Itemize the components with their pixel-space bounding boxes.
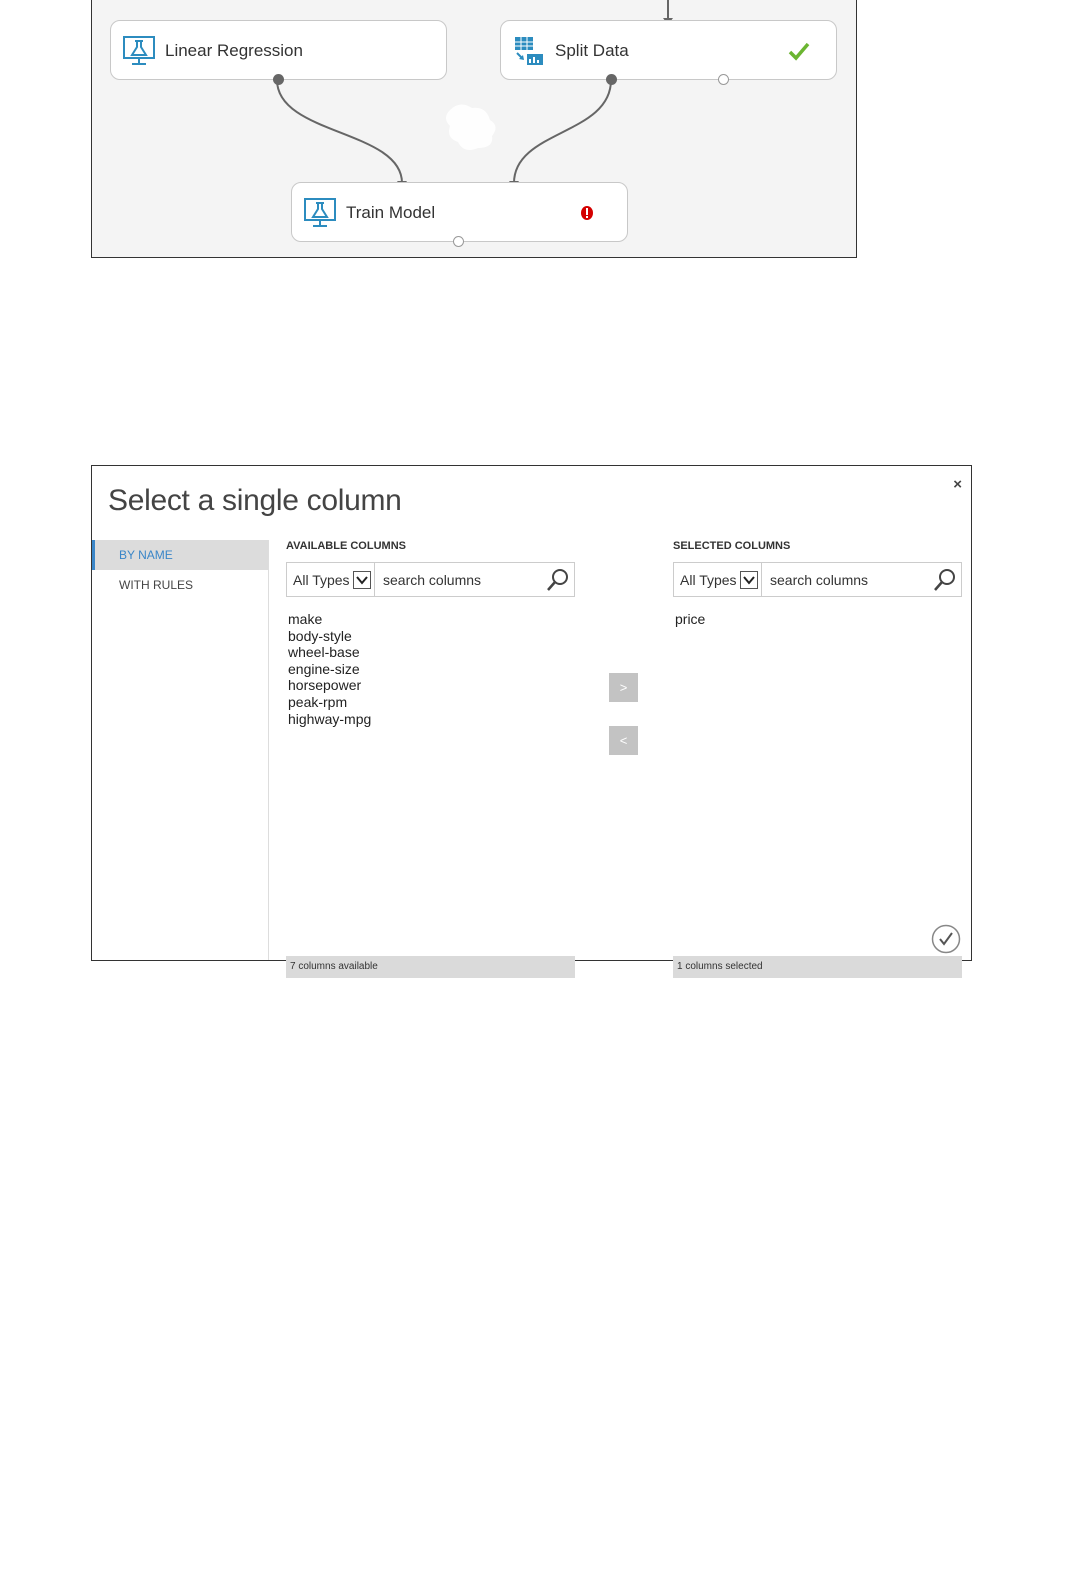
column-list-item[interactable]: body-style [288,627,352,644]
select-column-dialog [91,465,972,972]
checkmark-icon [788,41,810,61]
selected-filter-row [673,562,962,597]
column-list-item[interactable]: horsepower [288,677,362,694]
column-list-item[interactable]: engine-size [288,660,360,677]
drag-ghost-shape [446,104,496,150]
module-label: Linear Regression [165,41,303,60]
output-port[interactable] [453,236,464,247]
move-right-button[interactable]: > [609,673,638,702]
column-list-item[interactable]: peak-rpm [288,693,348,710]
module-train-model[interactable] [291,182,628,242]
selected-columns-header: SELECTED COLUMNS [673,540,791,552]
available-filter-row [286,562,575,597]
available-search [375,563,574,596]
module-linear-regression[interactable] [110,20,447,80]
experiment-canvas [91,0,857,258]
selected-search [762,563,961,596]
confirm-checkmark-icon[interactable] [931,924,961,954]
search-icon[interactable] [546,568,570,592]
move-left-button[interactable]: < [609,726,638,755]
dialog-title: Select a single column [108,484,402,517]
output-port[interactable] [273,74,284,85]
column-list-item[interactable]: wheel-base [288,644,360,661]
search-input[interactable] [768,571,932,589]
module-split-data[interactable] [500,20,837,80]
wire-linear-to-train [277,80,402,183]
type-filter-value: All Types [293,571,350,588]
search-icon[interactable] [933,568,957,592]
selected-columns-list [673,611,962,628]
column-list-item[interactable]: make [288,611,323,627]
available-columns-panel [286,540,575,980]
flask-monitor-icon [304,198,336,228]
flask-monitor-icon [123,36,155,66]
wire-split-to-train [514,80,611,183]
available-columns-list [286,611,575,727]
column-list-item[interactable]: price [675,611,706,627]
module-label: Train Model [346,203,436,222]
close-icon[interactable]: × [953,476,962,493]
type-filter-dropdown[interactable] [287,563,375,596]
type-filter-dropdown[interactable] [674,563,762,596]
selected-count: 1 columns selected [673,956,962,978]
output-port-right[interactable] [718,74,729,85]
module-label: Split Data [555,41,629,60]
selected-columns-panel [673,540,962,980]
type-filter-value: All Types [680,571,737,588]
output-port-left[interactable] [606,74,617,85]
nav-item-by-name[interactable]: BY NAME [92,540,268,570]
chevron-down-icon[interactable] [353,571,371,589]
nav-item-with-rules[interactable]: WITH RULES [119,578,194,592]
chevron-down-icon[interactable] [740,571,758,589]
selection-mode-nav [92,540,269,960]
error-icon [580,205,594,221]
column-list-item[interactable]: highway-mpg [288,710,372,727]
split-data-icon [513,36,545,66]
search-input[interactable] [381,571,545,589]
available-columns-header: AVAILABLE COLUMNS [286,540,406,552]
available-count: 7 columns available [286,956,575,978]
